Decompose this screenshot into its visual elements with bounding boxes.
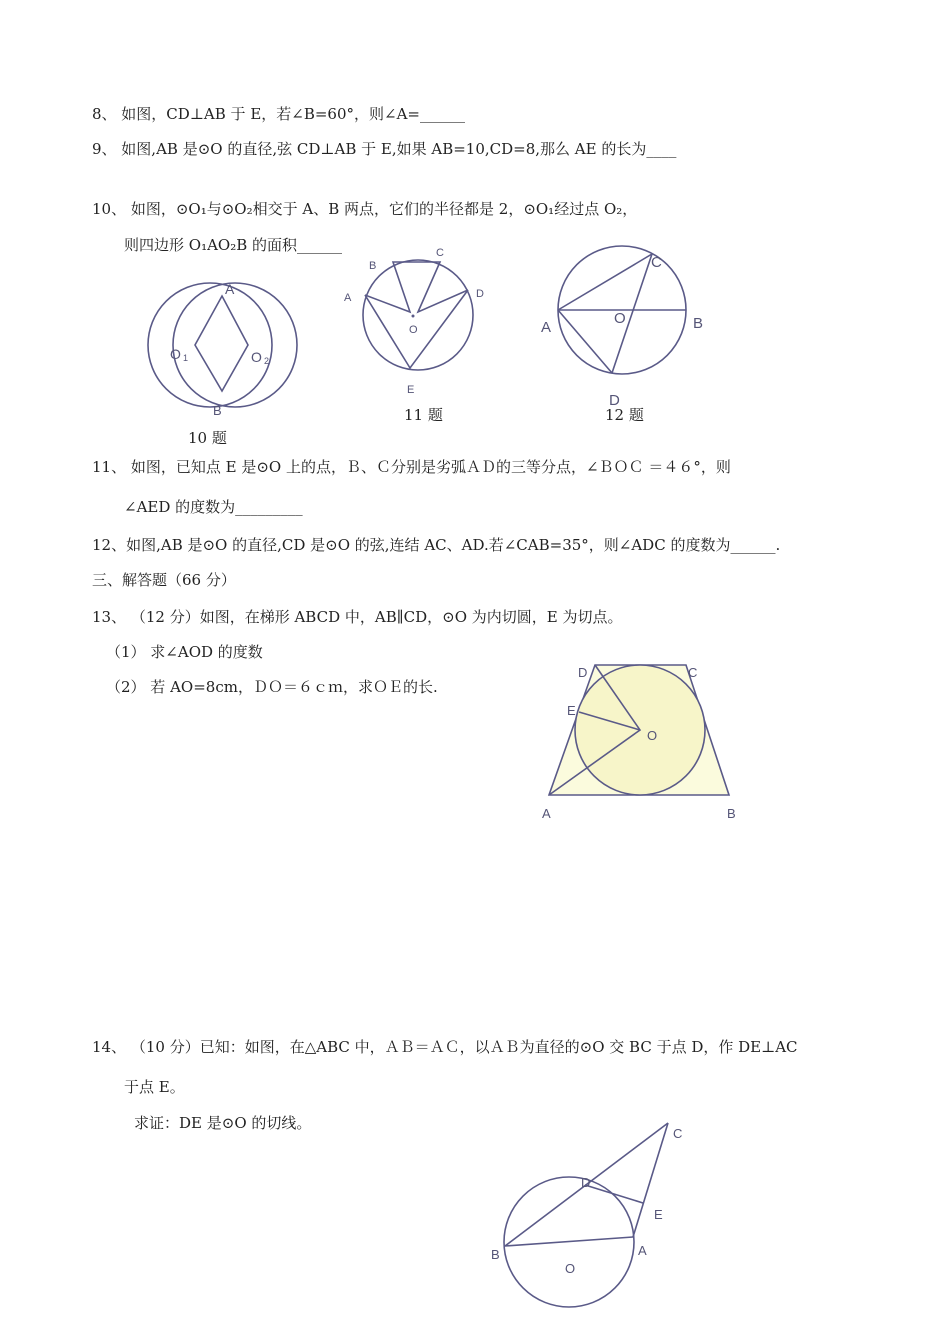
fig11-caption: 11 题 bbox=[404, 406, 443, 424]
fig11-label-E: E bbox=[407, 384, 415, 396]
fig12-label-A: A bbox=[541, 319, 552, 336]
fig10-caption: 10 题 bbox=[188, 429, 227, 447]
fig12-label-D: D bbox=[609, 392, 620, 409]
fig10-label-B: B bbox=[213, 403, 222, 418]
question-13-part1: （1） 求∠AOD 的度数 bbox=[106, 643, 263, 661]
fig11-label-B: B bbox=[369, 260, 377, 272]
fig10-label-O1-sub: 1 bbox=[183, 353, 189, 363]
question-14-line1: 14、 （10 分）已知：如图，在△ABC 中，ＡＢ＝ＡＣ，以ＡＢ为直径的⊙O 交 BC 于点 D，作 DE⊥AC bbox=[92, 1038, 798, 1056]
fig10-label-O2-sub: 2 bbox=[264, 356, 270, 366]
fig11-label-D: D bbox=[476, 288, 484, 300]
fig11-label-C: C bbox=[436, 247, 444, 259]
fig13-label-E: E bbox=[567, 703, 576, 718]
fig12-label-C: C bbox=[651, 254, 662, 271]
fig11-label-A: A bbox=[344, 292, 352, 304]
question-8: 8、 如图，CD⊥AB 于 E，若∠B=60°，则∠A=______ bbox=[92, 105, 465, 123]
question-10-line1: 10、 如图，⊙O₁与⊙O₂相交于 A、B 两点，它们的半径都是 2，⊙O₁经过点 O₂， bbox=[92, 200, 638, 218]
fig14-label-A: A bbox=[638, 1243, 647, 1258]
fig13-label-A: A bbox=[542, 806, 551, 821]
fig13-label-C: C bbox=[688, 665, 698, 680]
question-10-line2: 则四边形 O₁AO₂B 的面积______ bbox=[124, 236, 343, 254]
question-11-line1: 11、 如图，已知点 E 是⊙O 上的点，Ｂ、Ｃ分别是劣弧ＡＤ的三等分点，∠ＢＯＣ ＝４６°，则 bbox=[92, 458, 731, 476]
fig11-label-O: O bbox=[409, 324, 418, 336]
fig13-label-D: D bbox=[578, 665, 588, 680]
section-3-heading: 三、解答题（66 分） bbox=[92, 571, 236, 589]
fig14-label-D: D bbox=[581, 1175, 591, 1190]
fig10-label-O2: O bbox=[251, 349, 262, 365]
fig14-label-B: B bbox=[491, 1247, 500, 1262]
fig14-label-C: C bbox=[673, 1126, 683, 1141]
question-9: 9、 如图,AB 是⊙O 的直径,弦 CD⊥AB 于 E,如果 AB=10,CD=8,那么 AE 的长为____ bbox=[92, 140, 677, 158]
fig12-label-O: O bbox=[614, 310, 626, 327]
fig10-label-A: A bbox=[225, 281, 235, 297]
fig12-caption: 12 题 bbox=[605, 406, 644, 424]
fig13-label-B: B bbox=[727, 806, 736, 821]
question-13: 13、 （12 分）如图，在梯形 ABCD 中，AB∥CD，⊙O 为内切圆，E 为切点。 bbox=[92, 608, 623, 626]
fig13-label-O: O bbox=[647, 728, 658, 743]
question-11-line2: ∠AED 的度数为_________ bbox=[124, 498, 303, 516]
fig10-label-O1: O bbox=[170, 346, 181, 362]
fig14-label-O: O bbox=[565, 1261, 576, 1276]
question-13-part2: （2） 若 AO=8cm，ＤＯ＝６ｃｍ，求ＯＥ的长. bbox=[106, 678, 438, 696]
fig12-label-B: B bbox=[693, 315, 704, 332]
question-14-line2: 于点 E。 bbox=[124, 1078, 185, 1096]
fig14-label-E: E bbox=[654, 1207, 663, 1222]
question-14-line3: 求证：DE 是⊙O 的切线。 bbox=[134, 1114, 312, 1132]
question-12: 12、如图,AB 是⊙O 的直径,CD 是⊙O 的弦,连结 AC、AD.若∠CAB=35°，则∠ADC 的度数为______. bbox=[92, 536, 781, 554]
